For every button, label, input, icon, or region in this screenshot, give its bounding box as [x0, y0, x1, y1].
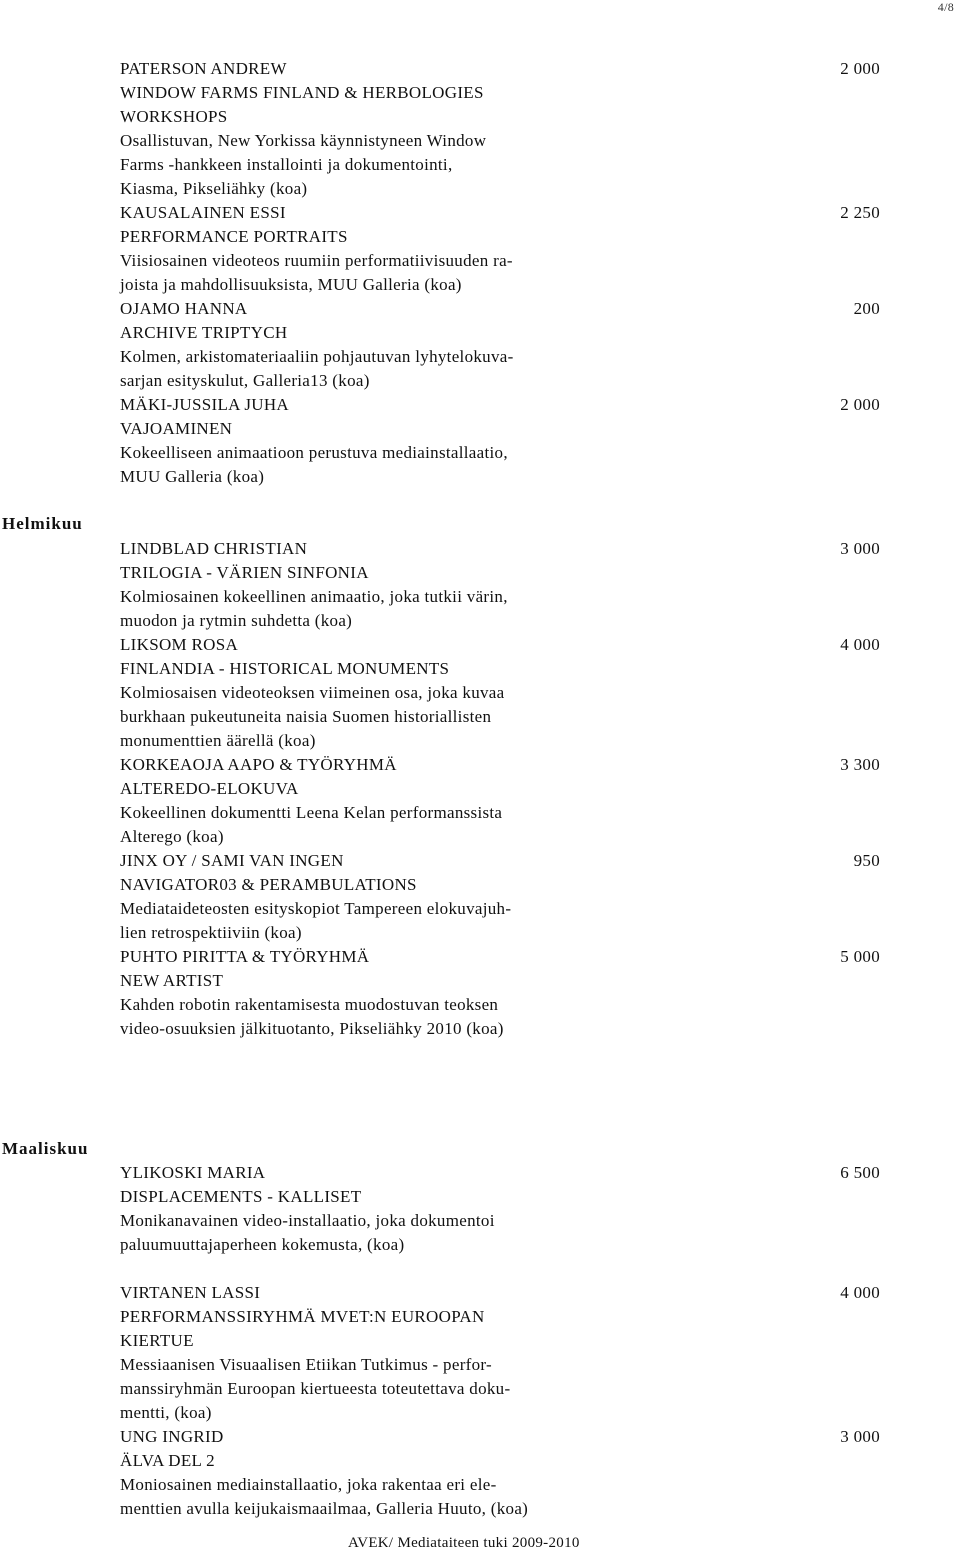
recipient-name: LIKSOM ROSA [120, 635, 239, 654]
recipient-name: PATERSON ANDREW [120, 59, 287, 78]
project-description-line: Kolmiosainen kokeellinen animaatio, joka tutkii värin, [120, 587, 508, 606]
grant-amount: 3 300 [840, 755, 880, 774]
recipient-name: LINDBLAD CHRISTIAN [120, 539, 308, 558]
project-title: TRILOGIA - VÄRIEN SINFONIA [120, 563, 369, 582]
project-description-line: KIERTUE [120, 1331, 194, 1350]
project-description-line: mentti, (koa) [120, 1403, 212, 1422]
grant-amount: 6 500 [840, 1163, 880, 1182]
recipient-name: KORKEAOJA AAPO & TYÖRYHMÄ [120, 755, 397, 774]
project-title: FINLANDIA - HISTORICAL MONUMENTS [120, 659, 450, 678]
recipient-name: UNG INGRID [120, 1427, 224, 1446]
project-description-line: Alterego (koa) [120, 827, 224, 846]
project-description-line: joista ja mahdollisuuksista, MUU Galleria (koa) [120, 275, 462, 294]
project-description-line: video-osuuksien jälkituotanto, Pikseliähky 2010 (koa) [120, 1019, 504, 1038]
project-description-line: muodon ja rytmin suhdetta (koa) [120, 611, 353, 630]
grant-amount: 2 250 [840, 203, 880, 222]
grant-amount: 3 000 [840, 539, 880, 558]
project-description-line: lien retrospektiiviin (koa) [120, 923, 302, 942]
grant-amount: 950 [853, 851, 880, 870]
month-heading: Maaliskuu [2, 1139, 89, 1158]
grant-amount: 5 000 [840, 947, 880, 966]
project-description-line: Kahden robotin rakentamisesta muodostuvan teoksen [120, 995, 499, 1014]
project-description-line: paluumuuttajaperheen kokemusta, (koa) [120, 1235, 405, 1254]
recipient-name: MÄKI-JUSSILA JUHA [120, 395, 289, 414]
recipient-name: VIRTANEN LASSI [120, 1283, 261, 1302]
project-title: PERFORMANSSIRYHMÄ MVET:N EUROOPAN [120, 1307, 485, 1326]
project-title: DISPLACEMENTS - KALLISET [120, 1187, 362, 1206]
grant-amount: 2 000 [840, 395, 880, 414]
project-description-line: sarjan esityskulut, Galleria13 (koa) [120, 371, 370, 390]
project-title: ALTEREDO-ELOKUVA [120, 779, 299, 798]
project-title: WINDOW FARMS FINLAND & HERBOLOGIES [120, 83, 484, 102]
project-title: PERFORMANCE PORTRAITS [120, 227, 348, 246]
project-description-line: burkhaan pukeutuneita naisia Suomen historiallisten [120, 707, 492, 726]
project-description-line: Kokeelliseen animaatioon perustuva mediainstallaatio, [120, 443, 508, 462]
recipient-name: OJAMO HANNA [120, 299, 248, 318]
project-description-line: Osallistuvan, New Yorkissa käynnistyneen Window [120, 131, 487, 150]
project-description-line: Kokeellinen dokumentti Leena Kelan performanssista [120, 803, 503, 822]
recipient-name: YLIKOSKI MARIA [120, 1163, 266, 1182]
project-description-line: Farms -hankkeen installointi ja dokumentointi, [120, 155, 453, 174]
project-title: VAJOAMINEN [120, 419, 233, 438]
project-description-line: Messiaanisen Visuaalisen Etiikan Tutkimus - perfor- [120, 1355, 493, 1374]
project-description-line: Moniosainen mediainstallaatio, joka rakentaa eri ele- [120, 1475, 497, 1494]
grant-amount: 4 000 [840, 1283, 880, 1302]
grant-amount: 2 000 [840, 59, 880, 78]
project-description-line: Kolmiosaisen videoteoksen viimeinen osa, joka kuvaa [120, 683, 505, 702]
project-description-line: Monikanavainen video-installaatio, joka dokumentoi [120, 1211, 495, 1230]
footer: AVEK/ Mediataiteen tuki 2009-2010 [348, 1535, 580, 1551]
project-title: NAVIGATOR03 & PERAMBULATIONS [120, 875, 417, 894]
project-description-line: MUU Galleria (koa) [120, 467, 265, 486]
recipient-name: KAUSALAINEN ESSI [120, 203, 286, 222]
grant-amount: 3 000 [840, 1427, 880, 1446]
project-description-line: monumenttien äärellä (koa) [120, 731, 316, 750]
month-heading: Helmikuu [2, 514, 83, 533]
project-title: ÄLVA DEL 2 [120, 1451, 215, 1470]
project-description-line: WORKSHOPS [120, 107, 228, 126]
project-description-line: menttien avulla keijukaismaailmaa, Galleria Huuto, (koa) [120, 1499, 529, 1518]
recipient-name: JINX OY / SAMI VAN INGEN [120, 851, 344, 870]
recipient-name: PUHTO PIRITTA & TYÖRYHMÄ [120, 947, 370, 966]
project-description-line: Viisiosainen videoteos ruumiin performatiivisuuden ra- [120, 251, 513, 270]
project-description-line: Kolmen, arkistomateriaaliin pohjautuvan lyhytelokuva- [120, 347, 514, 366]
project-title: ARCHIVE TRIPTYCH [120, 323, 288, 342]
grant-amount: 4 000 [840, 635, 880, 654]
project-description-line: Mediataideteosten esityskopiot Tampereen elokuvajuh- [120, 899, 512, 918]
project-title: NEW ARTIST [120, 971, 224, 990]
project-description-line: Kiasma, Pikseliähky (koa) [120, 179, 308, 198]
grant-amount: 200 [853, 299, 880, 318]
page-number: 4/8 [937, 0, 954, 14]
project-description-line: manssiryhmän Euroopan kiertueesta toteutettava doku- [120, 1379, 511, 1398]
